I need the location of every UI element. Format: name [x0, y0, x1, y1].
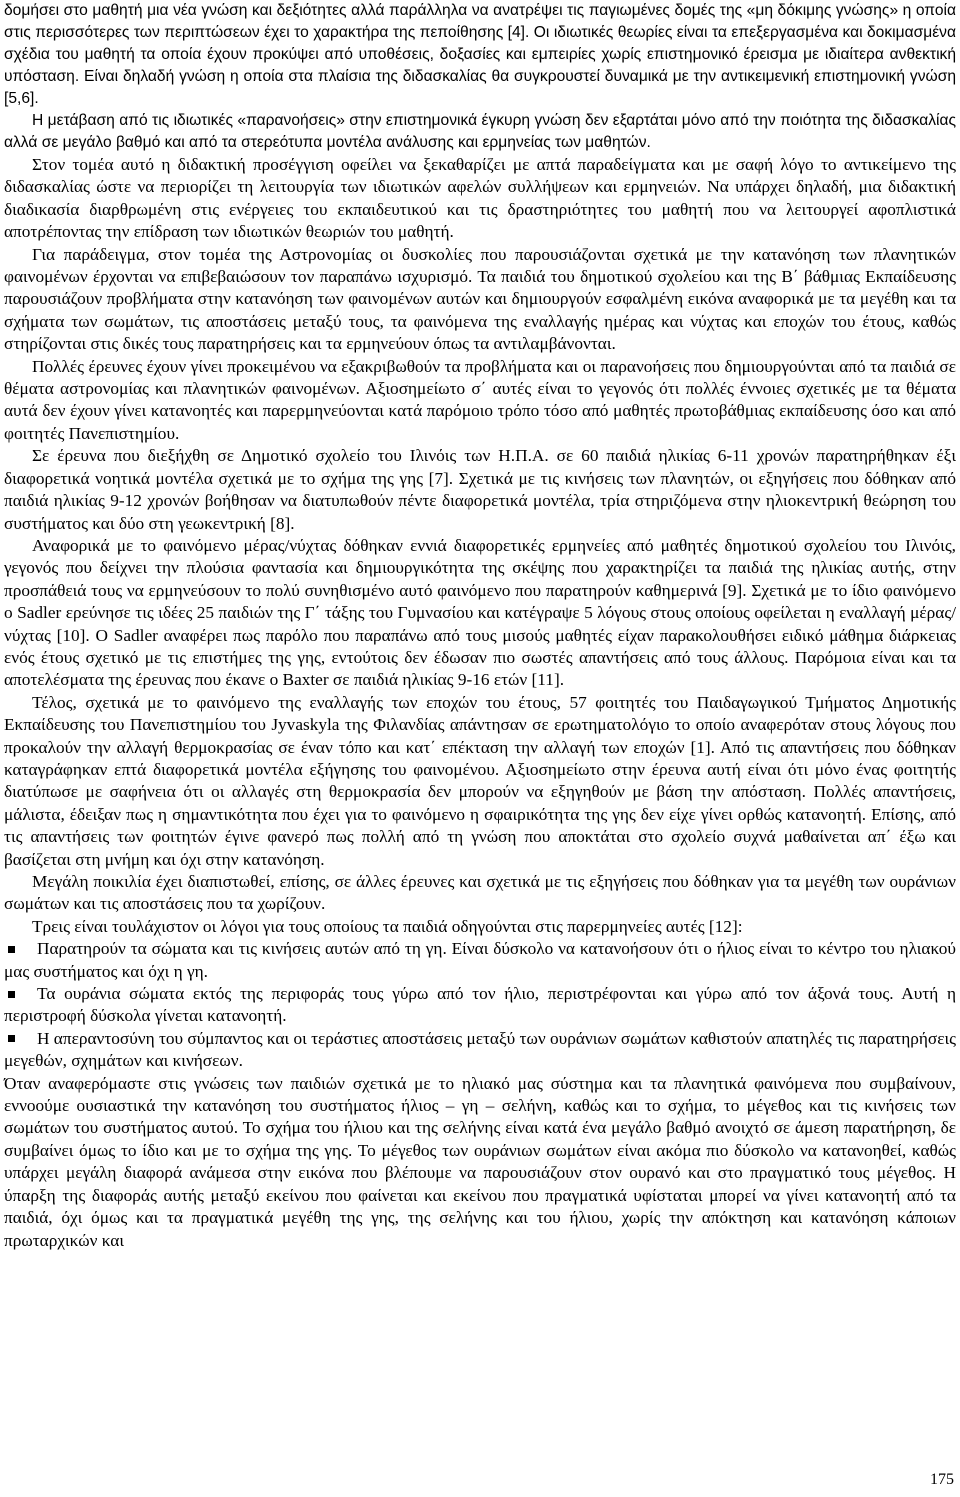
bullet-text: Η απεραντοσύνη του σύμπαντος και οι τεράστιες αποστάσεις μεταξύ των ουράνιων σωμάτων καθιστούν απατηλές τις παρατηρήσεις μεγεθών, σχημάτων και κινήσεων. — [4, 1028, 956, 1071]
paragraph-9: Μεγάλη ποικιλία έχει διαπιστωθεί, επίσης, σε άλλες έρευνες και σχετικά με τις εξηγήσεις που δόθηκαν για τα μεγέθη των ουράνιων σωμάτων και τις αποστάσεις που τα χωρίζουν. — [4, 872, 956, 914]
bullet-item — [4, 938, 956, 983]
paragraph-5: Πολλές έρευνες έχουν γίνει προκειμένου να εξακριβωθούν τα προβλήματα και οι παρανοήσεις που δημιουργούνται από τα παιδιά σε θέματα αστρονομίας και πλανητικών φαινομένων. Αξιοσημείωτο σ΄ αυτές είναι το γεγονός ότι πολλές έννοιες σχετικές με τα θέματα αυτά δεν έχουν γίνει κατανοητές και παρερμηνεύονται κατά παρόμοιο τρόπο τόσο από μαθητές πρωτοβάθμιας εκπαίδευσης όσο και από φοιτητές Πανεπιστημίου. — [4, 356, 956, 443]
bullet-item — [4, 1028, 956, 1073]
square-bullet-icon — [8, 991, 15, 998]
square-bullet-icon — [8, 1035, 15, 1042]
paragraph-8: Τέλος, σχετικά με το φαινόμενο της εναλλαγής των εποχών του έτους, 57 φοιτητές του Παιδαγωγικού Τμήματος Δημοτικής Εκπαίδευσης του Πανεπιστημίου του Jyvaskyla της Φιλανδίας απάντησαν σε ερωτηματολόγιο το οποίο αναφερόταν στους λόγους που προκαλούν την αλλαγή θερμοκρασίας σε έναν τόπο και κατ΄ επέκταση την αλλαγή των εποχών [1]. Από τις απαντήσεις που δόθηκαν καταγράφηκαν επτά διαφορετικά μοντέλα εξήγησης του φαινομένου. Αξιοσημείωτο στην έρευνα αυτή είναι ότι μόνο ένας φοιτητής διατύπωσε με σαφήνεια ότι οι αλλαγές στη θερμοκρασία δεν μπορούν να εξηγηθούν με βάση την απόσταση. Πολλές απαντήσεις, μάλιστα, έδειξαν πως η σημαντικότητα που έχει για το φαινόμενο η σφαιρικότητα της γης δεν είχε γίνει ορθώς κατανοητή. Επίσης, από τις απαντήσεις των φοιτητών έγινε φανερό πως πολλή από τη γνώση που αποκτάται στο σχολείο συχνά μαθαίνεται απ΄ έξω και βασίζεται στη μνήμη και όχι στην κατανόηση. — [4, 692, 956, 869]
paragraph-7: Αναφορικά με το φαινόμενο μέρας/νύχτας δόθηκαν εννιά διαφορετικές ερμηνείες από μαθητές δημοτικού σχολείου του Ιλινόις, γεγονός που δείχνει την πλούσια φαντασία και δημιουργικότητα της σκέψης που χαρακτηρίζει τα παιδιά της ηλικίας αυτής, στην προσπάθειά τους να ερμηνεύσουν το πολύ συνηθισμένο αυτό φαινόμενο που παρατηρούν καθημερινά [9]. Σχετικά με το ίδιο φαινόμενο o Sadler ερεύνησε τις ιδέες 25 παιδιών της Γ΄ τάξης του Γυμνασίου και κατέγραψε 5 λόγους στους οποίους οφείλεται η εναλλαγή μέρας/νύχτας [10]. Ο Sadler αναφέρει πως παρόλο που παραπάνω από τους μισούς μαθητές είχαν παρακολουθήσει ειδικό μάθημα διάρκειας ενός έτους σχετικό με τις επιστήμες της γης, εντούτοις δεν έδωσαν πιο σωστές απαντήσεις από τους άλλους. Παρόμοια είναι και τα αποτελέσματα της έρευνας που έκανε ο Baxter σε παιδιά ηλικίας 9-16 ετών [11]. — [4, 535, 956, 690]
bullet-text: Παρατηρούν τα σώματα και τις κινήσεις αυτών από τη γη. Είναι δύσκολο να κατανοήσουν ότι ο ήλιος είναι το κέντρο του ηλιακού μας συστήματος και όχι η γη. — [4, 939, 956, 981]
paragraph-10: Τρεις είναι τουλάχιστον οι λόγοι για τους οποίους τα παιδιά οδηγούνται στις παρερμηνείες αυτές [12]: — [32, 916, 743, 936]
paragraph-4: Για παράδειγμα, στον τομέα της Αστρονομίας οι δυσκολίες που παρουσιάζονται σχετικά με την κατανόηση των πλανητικών φαινομένων έρχονται να επιβεβαιώσουν τον παραπάνω ισχυρισμό. Τα παιδιά του δημοτικού σχολείου και της Β΄ βάθμιας Εκπαίδευσης παρουσιάζουν προβλήματα στην κατανόηση των φαινομένων αυτών και δημιουργούν εσφαλμένη εικόνα αναφορικά με τα μεγέθη και τα σχήματα των σωμάτων, τις αποστάσεις μεταξύ τους, τα φαινόμενα της εναλλαγής ημέρας και νύχτας και εποχών του έτους, καθώς στηρίζονται στις δικές τους παρατηρήσεις και τα ερμηνεύουν όπως τα αντιλαμβάνονται. — [4, 244, 956, 354]
paragraph-11: Όταν αναφερόμαστε στις γνώσεις των παιδιών σχετικά με το ηλιακό μας σύστημα και τα πλανητικά φαινόμενα που συμβαίνουν, εννοούμε ουσιαστικά την κατανόηση του συστήματος ήλιος – γη – σελήνη, καθώς και το σχήμα, το μέγεθος και τις κινήσεις των σωμάτων του συστήματος αυτού. Το σχήμα του ήλιου και της σελήνης είναι κατά ένα μεγάλο βαθμό ανοιχτό σε άμεση παρατήρηση, δε συμβαίνει όμως το ίδιο και με το σχήμα της γης. Το μέγεθος των ουράνιων σωμάτων είναι ακόμα πιο δύσκολο να κατανοηθεί, καθώς υπάρχει μεγάλη διαφορά ανάμεσα στην εικόνα που βλέπουμε να παρουσιάζουν στον ουρανό και στο πραγματικό τους μέγεθος. Η ύπαρξη της διαφοράς αυτής μεταξύ εκείνου που φαίνεται και εκείνου που πραγματικά υφίσταται μπορεί να γίνει κατανοητή από τα παιδιά, όχι όμως και τα πραγματικά μεγέθη της γης, της σελήνης και του ήλιου, χωρίς την απόκτηση και κατανόηση κάποιων πρωταρχικών και — [4, 1073, 956, 1250]
paragraph-3: Στον τομέα αυτό η διδακτική προσέγγιση οφείλει να ξεκαθαρίζει με απτά παραδείγματα και με σαφή λόγο το αντικείμενο της διδασκαλίας ώστε να περιορίζει τη λειτουργία των ιδιωτικών αφελών συλλήψεων και ερμηνειών. Να υπάρχει δηλαδή, μια διδακτική διαδικασία διαρθρωμένη στις ενέργειες του εκπαιδευτικού και τις δραστηριότητες του μαθητή που να λειτουργεί αφοπλιστικά αποτρέποντας την επίδραση των ιδιωτικών θεωριών του μαθητή. — [4, 155, 956, 242]
bullet-text: Τα ουράνια σώματα εκτός της περιφοράς τους γύρω από τον ήλιο, περιστρέφονται και γύρω από τον άξονά τους. Αυτή η περιστροφή δύσκολα γίνεται κατανοητή. — [4, 984, 956, 1026]
paragraph-1: δομήσει στο μαθητή μια νέα γνώση και δεξιότητες αλλά παράλληλα να ανατρέψει τις παγιωμένες δομές της «μη δόκιμης γνώσης» η οποία στις περισσότερες των περιπτώσεων έχει το χαρακτήρα της πεποίθησης [4]. Οι ιδιωτικές θεωρίες είναι τα επεξεργασμένα και δοκιμασμένα σχέδια του μαθητή τα οποία έχουν προκύψει από υποθέσεις, δοξασίες και εμπειρίες χωρίς επιστημονικό έρεισμα με ιδιαίτερα ανθεκτική υπόσταση. Είναι δηλαδή γνώση η οποία στα πλαίσια της διδασκαλίας θα συγκρουστεί δυναμικά με την αντικειμενική επιστημονική γνώση [5,6]. — [4, 2, 956, 107]
square-bullet-icon — [8, 946, 15, 953]
document-page — [4, 0, 956, 1252]
page-number: 175 — [930, 1471, 954, 1488]
paragraph-2: Η μετάβαση από τις ιδιωτικές «παρανοήσεις» στην επιστημονικά έγκυρη γνώση δεν εξαρτάται μόνο από την ποιότητα της διδασκαλίας αλλά σε μεγάλο βαθμό και από τα στερεότυπα μοντέλα ανάλυσης και ερμηνείας των μαθητών. — [4, 112, 956, 151]
bullet-item — [4, 983, 956, 1028]
paragraph-6: Σε έρευνα που διεξήχθη σε Δημοτικό σχολείο του Ιλινόις των Η.Π.Α. σε 60 παιδιά ηλικίας 6-11 χρονών παρατηρήθηκαν έξι διαφορετικά νοητικά μοντέλα σχετικά με το σχήμα της γης [7]. Σχετικά με τις κινήσεις των πλανητών, οι εξηγήσεις που δόθηκαν από παιδιά ηλικίας 9-12 χρονών βοήθησαν να διατυπωθούν πέντε διαφορετικά μοντέλα, τρία στηριζόμενα στην ηλιοκεντρική θεώρηση του συστήματος και δύο στη γεωκεντρική [8]. — [4, 446, 956, 533]
